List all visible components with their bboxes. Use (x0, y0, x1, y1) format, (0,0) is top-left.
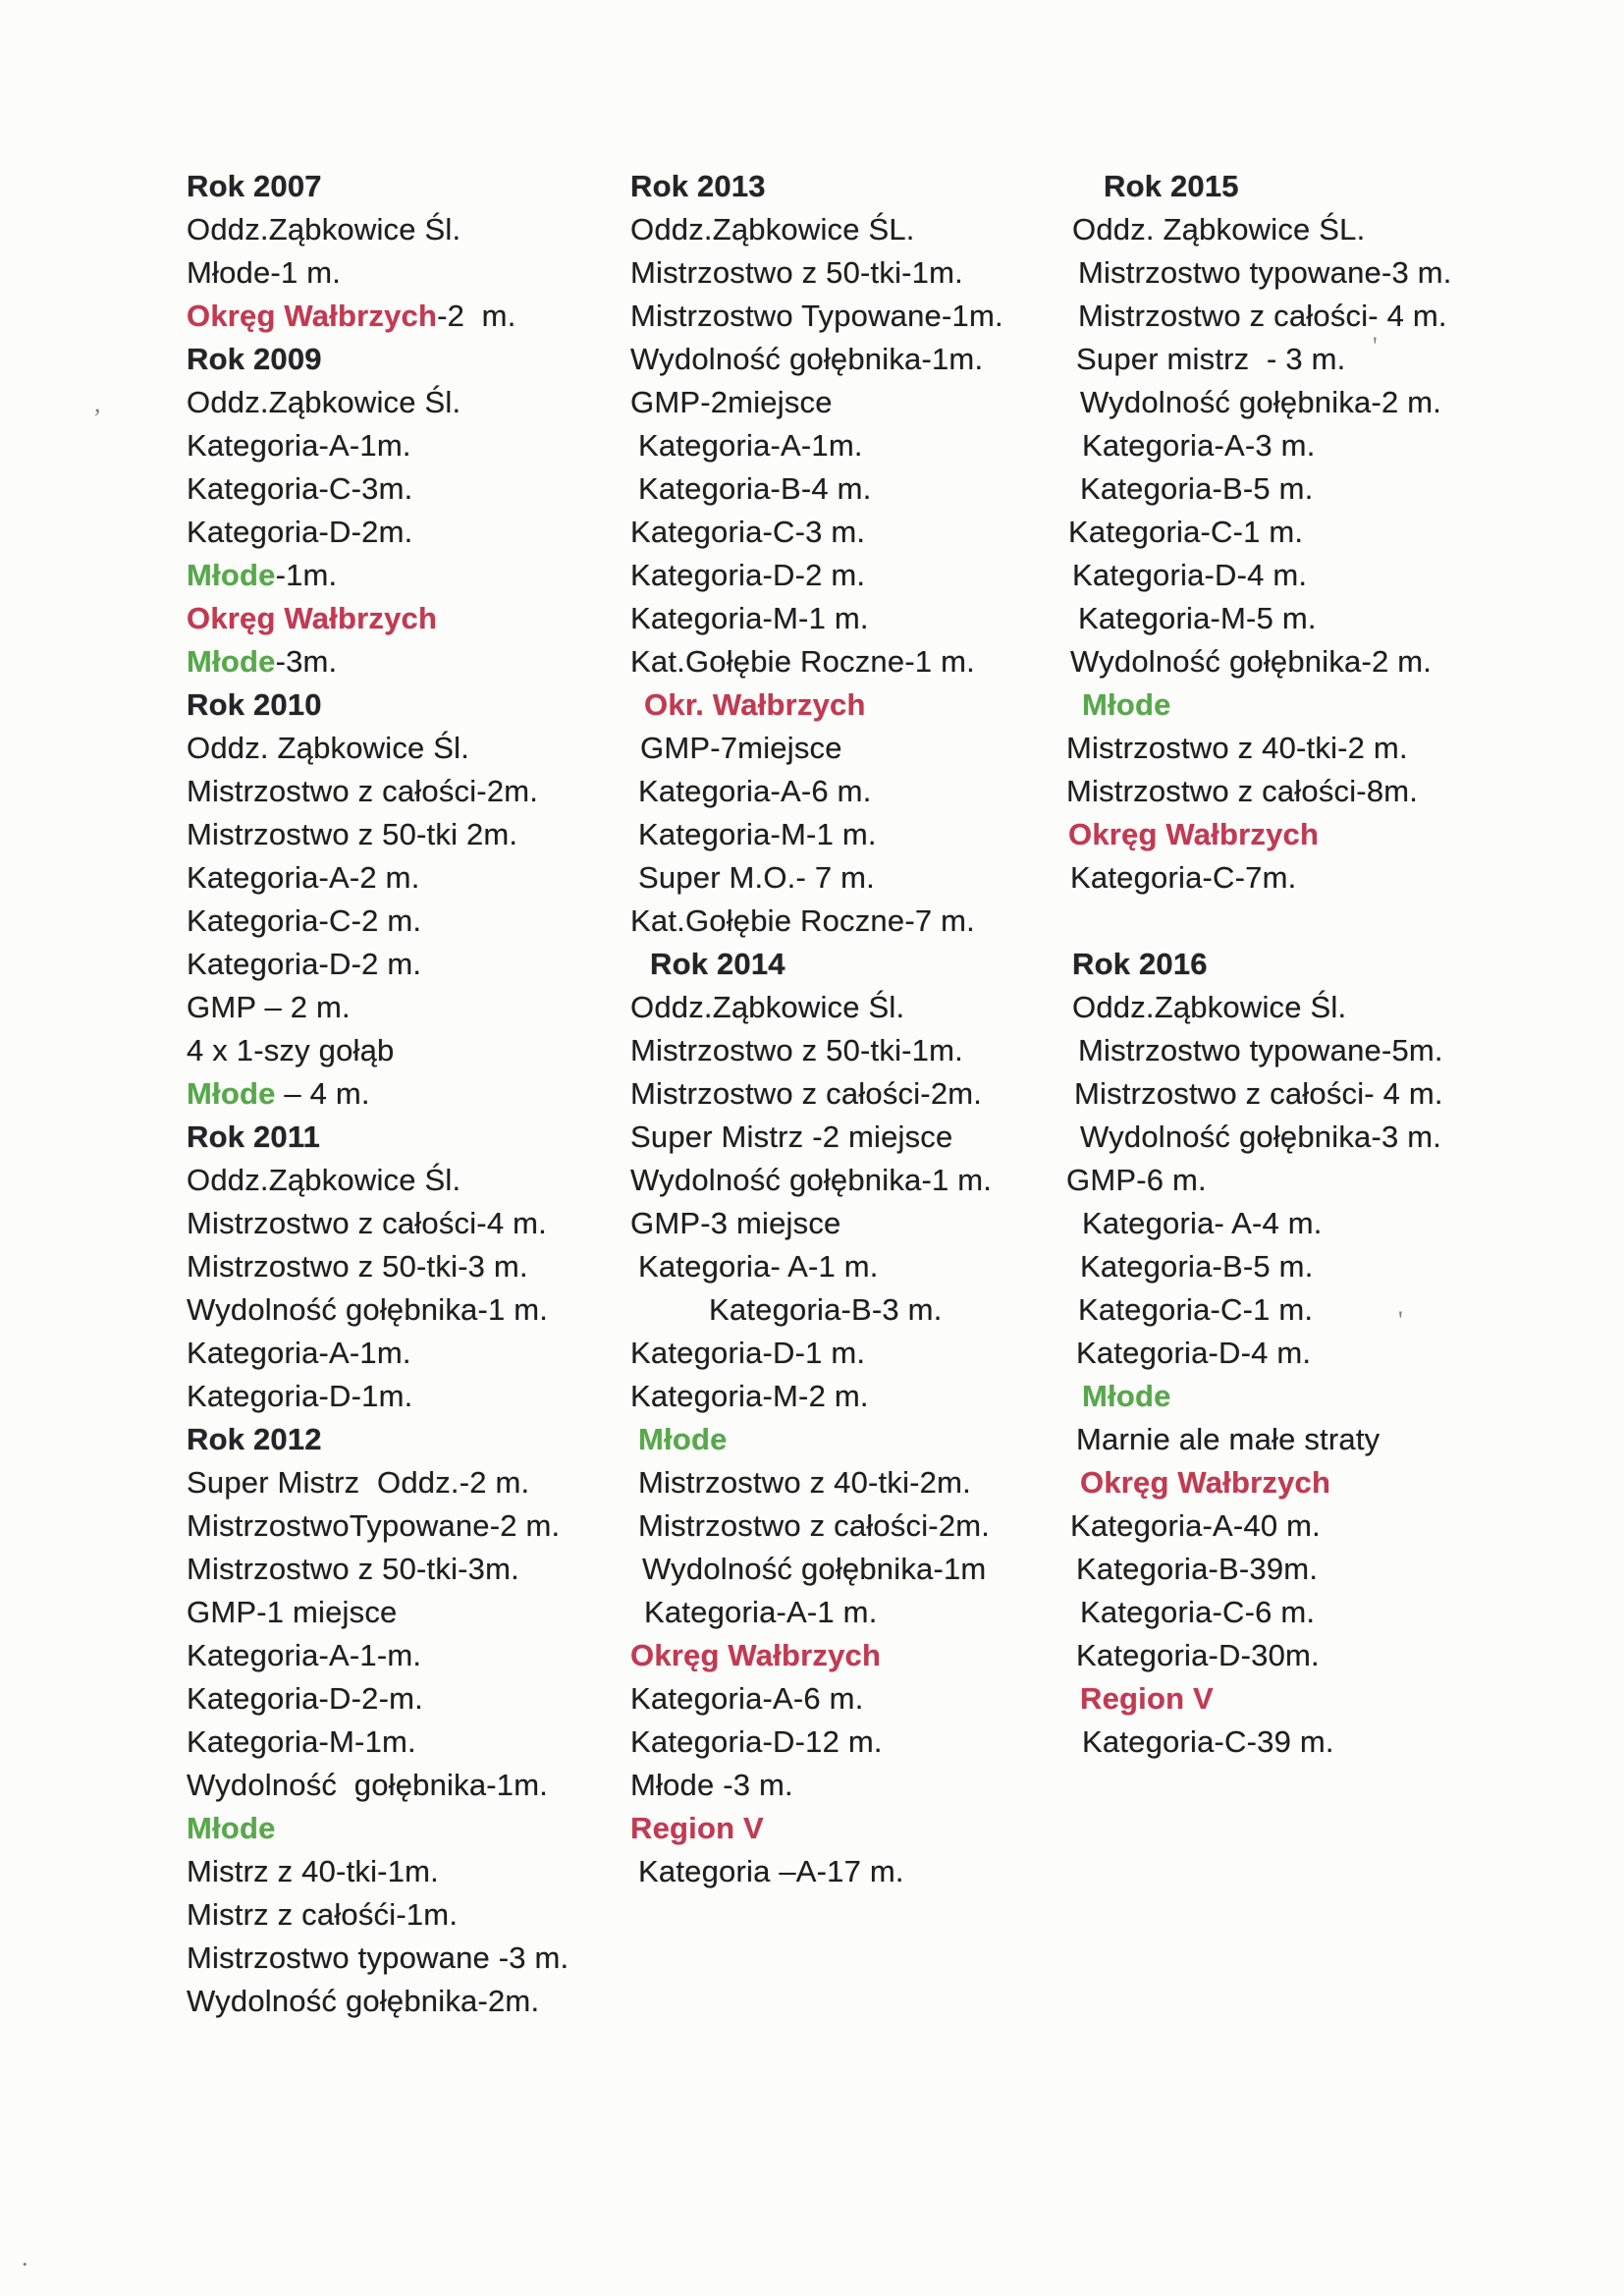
result-text: Oddz.Ząbkowice Śl. (630, 990, 905, 1024)
league-name: Okręg Wałbrzych (1068, 817, 1320, 851)
result-text: 4 x 1-szy gołąb (187, 1033, 395, 1067)
result-line (1080, 467, 1452, 511)
result-text: Młode -3 m. (630, 1768, 793, 1802)
result-line (1072, 554, 1452, 597)
result-text: Mistrzostwo z całości-2m. (638, 1508, 991, 1543)
result-text: Kategoria-M-5 m. (1078, 601, 1317, 635)
result-line (187, 1029, 568, 1072)
result-line (638, 467, 1003, 511)
result-line (1078, 597, 1452, 640)
result-line (1080, 1461, 1452, 1504)
year-heading: Rok 2014 (650, 947, 785, 981)
result-line (187, 424, 568, 467)
result-line (638, 1245, 1003, 1288)
result-text: Mistrzostwo typowane -3 m. (187, 1941, 569, 1975)
result-line (638, 1504, 1003, 1548)
result-text: Kategoria-A-1m. (638, 428, 863, 463)
result-line (1082, 1721, 1452, 1764)
result-line (638, 856, 1003, 900)
result-line (187, 1721, 568, 1764)
result-text: Oddz.Ząbkowice Śl. (187, 212, 461, 246)
result-line (187, 467, 568, 511)
result-line (1078, 251, 1452, 295)
result-line (187, 251, 568, 295)
result-text: Kategoria-C-1 m. (1078, 1292, 1314, 1327)
result-line (638, 813, 1003, 856)
result-line (1082, 1202, 1452, 1245)
league-name: Okręg Wałbrzych (187, 601, 438, 635)
result-line (630, 1116, 1003, 1159)
result-line (187, 1245, 568, 1288)
result-line (644, 1591, 1003, 1634)
result-text: Oddz. Ząbkowice ŚL. (1072, 212, 1366, 246)
result-text: Kategoria- A-1 m. (638, 1249, 879, 1284)
result-line (187, 640, 568, 683)
result-text: Kategoria-A-2 m. (187, 860, 420, 895)
result-text: Kategoria-B-5 m. (1080, 1249, 1314, 1284)
result-text: Kategoria-C-1 m. (1068, 515, 1304, 549)
result-text: Mistrzostwo z całości-2m. (187, 774, 539, 808)
scan-speck: ' (1398, 1306, 1403, 1335)
scan-speck: ' (1373, 332, 1378, 360)
result-text: Mistrzostwo z 50-tki 2m. (187, 817, 518, 851)
result-text: MistrzostwoTypowane-2 m. (187, 1508, 561, 1543)
result-line (187, 813, 568, 856)
league-name: Okręg Wałbrzych (187, 299, 438, 333)
result-text: Kategoria-D-12 m. (630, 1724, 883, 1759)
result-line (187, 165, 568, 208)
result-line (638, 424, 1003, 467)
result-text: Oddz.Ząbkowice ŚL. (630, 212, 915, 246)
result-text: Kategoria-M-2 m. (630, 1379, 869, 1413)
result-line (630, 251, 1003, 295)
year-heading: Rok 2012 (187, 1422, 322, 1456)
result-line (1066, 770, 1452, 813)
result-line (1080, 1116, 1452, 1159)
result-text: Mistrz z 40-tki-1m. (187, 1854, 439, 1888)
result-line (1076, 1418, 1452, 1461)
result-line (1076, 338, 1452, 381)
year-heading: Rok 2011 (187, 1120, 321, 1154)
result-text: Kategoria-B-5 m. (1080, 471, 1314, 506)
result-line (1076, 1332, 1452, 1375)
year-heading: Rok 2016 (1072, 947, 1208, 981)
result-line (644, 683, 1003, 727)
result-text: Wydolność gołębnika-1m (642, 1552, 987, 1586)
result-line (630, 900, 1003, 943)
result-line (630, 597, 1003, 640)
result-line (630, 1764, 1003, 1807)
result-text: Kategoria-D-2 m. (630, 558, 866, 592)
result-text: Kategoria-A-1-m. (187, 1638, 422, 1672)
result-line (630, 1159, 1003, 1202)
result-text: Kategoria-C-3m. (187, 471, 413, 506)
result-line (187, 1116, 568, 1159)
result-text: Oddz.Ząbkowice Śl. (1072, 990, 1347, 1024)
results-column-2015-2016 (1066, 165, 1452, 1764)
result-text: GMP-3 miejsce (630, 1206, 841, 1240)
result-text: GMP-6 m. (1066, 1163, 1207, 1197)
result-line (1074, 1072, 1452, 1116)
result-line (642, 1548, 1003, 1591)
result-text: Kategoria-B-39m. (1076, 1552, 1319, 1586)
young-birds-label: Młode (187, 1811, 276, 1845)
young-birds-label: Młode (187, 558, 276, 592)
result-line (187, 1937, 568, 1980)
result-text: Kategoria-A-1 m. (644, 1595, 878, 1629)
young-birds-label: Młode (638, 1422, 728, 1456)
result-text: Mistrzostwo z 40-tki-2 m. (1066, 731, 1408, 765)
results-column-2013-2014 (630, 165, 1003, 1893)
result-line (1082, 683, 1452, 727)
young-birds-label: Młode (187, 644, 276, 679)
result-text: Kategoria-D-30m. (1076, 1638, 1320, 1672)
result-line (187, 1893, 568, 1937)
result-line (187, 1548, 568, 1591)
result-text: Kategoria-B-3 m. (709, 1292, 943, 1327)
result-line (1076, 1548, 1452, 1591)
result-text: GMP – 2 m. (187, 990, 351, 1024)
result-line (630, 554, 1003, 597)
result-text: Kategoria-A-6 m. (638, 774, 872, 808)
result-line (187, 1332, 568, 1375)
year-heading: Rok 2015 (1104, 169, 1239, 203)
result-line (187, 1202, 568, 1245)
result-text: Wydolność gołębnika-1m. (630, 342, 984, 376)
league-name: Okr. Wałbrzych (644, 687, 866, 722)
year-heading: Rok 2010 (187, 687, 322, 722)
result-text: Oddz. Ząbkowice Śl. (187, 731, 470, 765)
result-text: Kategoria-D-2m. (187, 515, 413, 549)
result-text: Kategoria-C-39 m. (1082, 1724, 1334, 1759)
result-line (187, 900, 568, 943)
result-line (1072, 986, 1452, 1029)
result-text: Super mistrz - 3 m. (1076, 342, 1346, 376)
result-text: Kategoria-C-3 m. (630, 515, 866, 549)
result-line (187, 1764, 568, 1807)
result-line (709, 1288, 1003, 1332)
result-line (630, 1029, 1003, 1072)
scan-speck: . (22, 2243, 28, 2271)
result-text: Mistrzostwo z 50-tki-1m. (630, 255, 963, 290)
result-line (187, 511, 568, 554)
result-text: Super Mistrz Oddz.-2 m. (187, 1465, 530, 1500)
result-text: Wydolność gołębnika-3 m. (1080, 1120, 1442, 1154)
blank-line (1072, 900, 1452, 943)
result-line (1070, 1504, 1452, 1548)
result-line (187, 554, 568, 597)
result-line (630, 511, 1003, 554)
year-heading: Rok 2007 (187, 169, 322, 203)
result-text: Kategoria-M-1 m. (630, 601, 869, 635)
result-text: Mistrzostwo typowane-3 m. (1078, 255, 1452, 290)
result-text: Kategoria-M-1 m. (638, 817, 877, 851)
result-line (1078, 1029, 1452, 1072)
result-text: Wydolność gołębnika-2 m. (1070, 644, 1433, 679)
result-line (630, 640, 1003, 683)
result-text: Mistrzostwo z 50-tki-3m. (187, 1552, 519, 1586)
result-text: Kategoria-D-4 m. (1072, 558, 1308, 592)
result-line (1078, 1288, 1452, 1332)
result-line (1072, 208, 1452, 251)
result-line (187, 1418, 568, 1461)
scan-speck: , (94, 389, 101, 417)
result-text: GMP-2miejsce (630, 385, 833, 419)
result-line (630, 986, 1003, 1029)
result-text: GMP-7miejsce (640, 731, 842, 765)
result-text: Mistrzostwo Typowane-1m. (630, 299, 1003, 333)
result-text: GMP-1 miejsce (187, 1595, 398, 1629)
result-line (630, 165, 1003, 208)
result-line (630, 208, 1003, 251)
result-line (1072, 943, 1452, 986)
result-text: Wydolność gołębnika-2 m. (1080, 385, 1442, 419)
result-line (187, 338, 568, 381)
result-line (1070, 640, 1452, 683)
result-text: Kategoria-B-4 m. (638, 471, 872, 506)
result-text: Mistrzostwo z całości-8m. (1066, 774, 1419, 808)
result-line (187, 1461, 568, 1504)
result-line (1080, 1245, 1452, 1288)
league-name: Region V (1080, 1681, 1214, 1716)
result-line (187, 1159, 568, 1202)
result-text: Mistrzostwo z całości-4 m. (187, 1206, 547, 1240)
result-line (1080, 1591, 1452, 1634)
result-line (1080, 381, 1452, 424)
result-line (630, 1072, 1003, 1116)
result-text: Kat.Gołębie Roczne-7 m. (630, 903, 975, 938)
result-line (630, 381, 1003, 424)
result-text: Kategoria-D-2 m. (187, 947, 422, 981)
result-text: Super M.O.- 7 m. (638, 860, 875, 895)
result-line (630, 1721, 1003, 1764)
result-line (187, 1807, 568, 1850)
league-name: Region V (630, 1811, 764, 1845)
result-text: Wydolność gołębnika-1m. (187, 1768, 549, 1802)
result-text: -3m. (275, 644, 338, 679)
result-line (187, 208, 568, 251)
result-line (638, 1850, 1003, 1893)
result-text: Kategoria-D-1 m. (630, 1336, 866, 1370)
result-line (630, 1677, 1003, 1721)
result-text: Mistrzostwo z całości- 4 m. (1078, 299, 1447, 333)
result-line (630, 1634, 1003, 1677)
result-line (640, 727, 1003, 770)
result-text: Marnie ale małe straty (1076, 1422, 1380, 1456)
result-text: Oddz.Ząbkowice Śl. (187, 1163, 461, 1197)
result-line (1080, 1677, 1452, 1721)
result-line (1066, 1159, 1452, 1202)
result-line (650, 943, 1003, 986)
result-text: Mistrzostwo typowane-5m. (1078, 1033, 1443, 1067)
result-text: Kategoria-M-1m. (187, 1724, 416, 1759)
result-text: Wydolność gołębnika-2m. (187, 1984, 540, 2018)
result-text: Kategoria-D-1m. (187, 1379, 413, 1413)
league-name: Okręg Wałbrzych (1080, 1465, 1331, 1500)
result-line (187, 683, 568, 727)
result-text: Kategoria-A-1m. (187, 1336, 411, 1370)
result-text: Kategoria-D-2-m. (187, 1681, 423, 1716)
result-line (1068, 511, 1452, 554)
result-text: -1m. (275, 558, 338, 592)
result-line (630, 1332, 1003, 1375)
result-text: Mistrzostwo z 50-tki-3 m. (187, 1249, 528, 1284)
result-line (1068, 813, 1452, 856)
result-line (187, 943, 568, 986)
result-text: Kategoria-D-4 m. (1076, 1336, 1312, 1370)
result-line (638, 1461, 1003, 1504)
result-line (187, 856, 568, 900)
year-heading: Rok 2013 (630, 169, 766, 203)
result-line (1076, 1634, 1452, 1677)
result-text: -2 m. (437, 299, 516, 333)
result-text: Kategoria-A-40 m. (1070, 1508, 1321, 1543)
result-text: Młode-1 m. (187, 255, 342, 290)
result-text: Kategoria-A-3 m. (1082, 428, 1316, 463)
result-line (1082, 1375, 1452, 1418)
young-birds-label: Młode (1082, 1379, 1171, 1413)
result-line (638, 770, 1003, 813)
result-text: Kategoria-A-1m. (187, 428, 411, 463)
result-line (630, 1202, 1003, 1245)
result-text: Kategoria –A-17 m. (638, 1854, 904, 1888)
result-text: Oddz.Ząbkowice Śl. (187, 385, 461, 419)
result-line (187, 770, 568, 813)
result-line (187, 1375, 568, 1418)
result-line (630, 1807, 1003, 1850)
result-line (1070, 856, 1452, 900)
result-line (187, 1980, 568, 2023)
young-birds-label: Młode (187, 1076, 276, 1111)
result-text: Mistrzostwo z 50-tki-1m. (630, 1033, 963, 1067)
result-text: Mistrz z całośći-1m. (187, 1897, 459, 1932)
result-line (187, 986, 568, 1029)
result-line (187, 1850, 568, 1893)
result-text: Kategoria-A-6 m. (630, 1681, 864, 1716)
result-line (187, 727, 568, 770)
young-birds-label: Młode (1082, 687, 1171, 722)
result-text: Mistrzostwo z całości-2m. (630, 1076, 983, 1111)
year-heading: Rok 2009 (187, 342, 322, 376)
result-line (630, 338, 1003, 381)
result-line (187, 1504, 568, 1548)
result-text: Kategoria-C-2 m. (187, 903, 422, 938)
result-line (187, 295, 568, 338)
result-line (187, 1634, 568, 1677)
result-text: Wydolność gołębnika-1 m. (630, 1163, 993, 1197)
result-text: Mistrzostwo z całości- 4 m. (1074, 1076, 1443, 1111)
result-text: Kategoria- A-4 m. (1082, 1206, 1323, 1240)
result-text: Mistrzostwo z 40-tki-2m. (638, 1465, 971, 1500)
result-text: Kategoria-C-6 m. (1080, 1595, 1316, 1629)
results-column-2007-2012 (187, 165, 568, 2023)
result-text: Kategoria-C-7m. (1070, 860, 1297, 895)
result-line (630, 1375, 1003, 1418)
result-line (187, 381, 568, 424)
result-text: – 4 m. (275, 1076, 370, 1111)
result-line (187, 1677, 568, 1721)
result-line (187, 1591, 568, 1634)
league-name: Okręg Wałbrzych (630, 1638, 882, 1672)
result-line (638, 1418, 1003, 1461)
result-line (1066, 727, 1452, 770)
result-line (1078, 295, 1452, 338)
result-line (187, 597, 568, 640)
result-line (1082, 424, 1452, 467)
result-line (630, 295, 1003, 338)
result-line (187, 1072, 568, 1116)
result-text: Kat.Gołębie Roczne-1 m. (630, 644, 975, 679)
result-text: Wydolność gołębnika-1 m. (187, 1292, 549, 1327)
result-line (187, 1288, 568, 1332)
result-line (1104, 165, 1452, 208)
result-text: Super Mistrz -2 miejsce (630, 1120, 953, 1154)
